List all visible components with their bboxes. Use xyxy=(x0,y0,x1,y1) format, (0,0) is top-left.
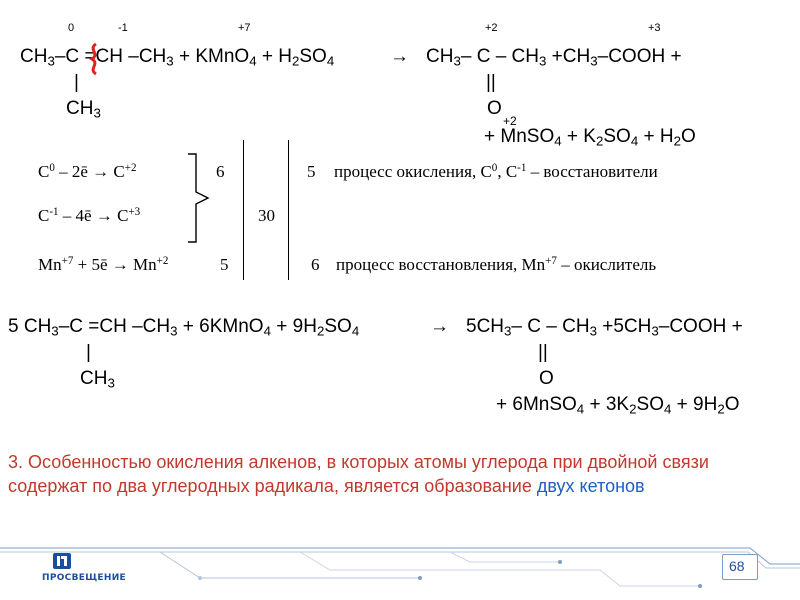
page-number: 68 xyxy=(729,558,745,574)
ox-state-c0: 0 xyxy=(68,22,75,34)
balance-row-3-coef: 6 xyxy=(311,255,320,274)
eq2-ketone-oxygen: O xyxy=(539,368,554,389)
balance-row-1-factor: 6 xyxy=(216,162,225,181)
balance-row-3-desc: процесс восстановления, $Mn^{+7}$ – окислитель xyxy=(336,254,657,274)
bond-cleavage-marker-icon xyxy=(86,42,102,76)
balance-row-1: $C^0$ – 2ē → $C^{+2}$ xyxy=(38,161,137,181)
ox-state-mn7: +7 xyxy=(238,22,251,34)
balance-lcm: 30 xyxy=(258,206,275,225)
eq1-arrow: → xyxy=(390,46,409,67)
prosveshchenie-logo-icon xyxy=(52,552,72,570)
ox-state-o: +2 xyxy=(503,114,517,128)
eq2-products-line2: + 6MnSO$_4$ + $3K_2SO_4 + 9H_2O$ xyxy=(496,394,740,417)
balance-row-3-factor: 5 xyxy=(220,255,229,274)
eq2-left: 5 $CH_3-C =CH$ $-CH_3$ + 6KMnO$_4$ + $9H_2SO_4$ xyxy=(8,316,360,339)
eq2-arrow: → xyxy=(430,316,449,337)
eq1-branch-bond: | xyxy=(74,72,79,93)
ox-state-c3: +3 xyxy=(648,22,661,34)
balance-divider-1 xyxy=(243,140,244,280)
prosveshchenie-logo-text: ПРОСВЕЩЕНИЕ xyxy=(42,573,126,583)
balance-row-1-coef: 5 xyxy=(307,162,316,181)
ox-state-c-1: -1 xyxy=(118,22,128,34)
eq1-branch-methyl: $CH_3$ xyxy=(66,98,101,121)
ketone-note: 3. Особенностью окисления алкенов, в которых атомы углерода при двойной связи содержат по два углеродных радикала, является образование двух кетонов xyxy=(8,452,709,496)
eq2-branch-bond: | xyxy=(86,342,91,363)
eq2-branch-methyl: $CH_3$ xyxy=(80,368,115,391)
eq1-ketone-oxygen: O xyxy=(487,98,502,119)
balance-divider-2 xyxy=(288,140,289,280)
footer-circuit-decoration-icon xyxy=(0,538,800,600)
ketone-note-highlight: двух кетонов xyxy=(536,476,645,496)
eq1-right: $CH_3-$ C – $CH_3$ $+CH_3$–COOH + xyxy=(426,46,682,69)
balance-row-2: $C^{-1}$ – 4ē → $C^{+3}$ xyxy=(38,205,141,225)
balance-row-1-desc: процесс окисления, $C^0$, $C^{-1}$ – восстановители xyxy=(334,161,658,181)
balance-row-3: $Mn^{+7}$ + 5ē → $Mn^{+2}$ xyxy=(38,254,169,274)
ox-state-c2: +2 xyxy=(485,22,498,34)
eq1-products-line2: + MnSO$_4$ + $K_2SO_4 + H_2O$ xyxy=(484,126,696,149)
carbon-half-reactions-brace-icon xyxy=(186,152,212,244)
eq2-right: $5CH_3-$ C – $CH_3$ $+5CH_3$–COOH + xyxy=(466,316,743,339)
eq1-double-bond: || xyxy=(486,72,496,93)
eq2-double-bond: || xyxy=(538,342,548,363)
eq1-left: $CH_3-C =CH$ $-CH_3$ + KMnO$_4$ + $H_2SO_4$ xyxy=(20,46,335,69)
